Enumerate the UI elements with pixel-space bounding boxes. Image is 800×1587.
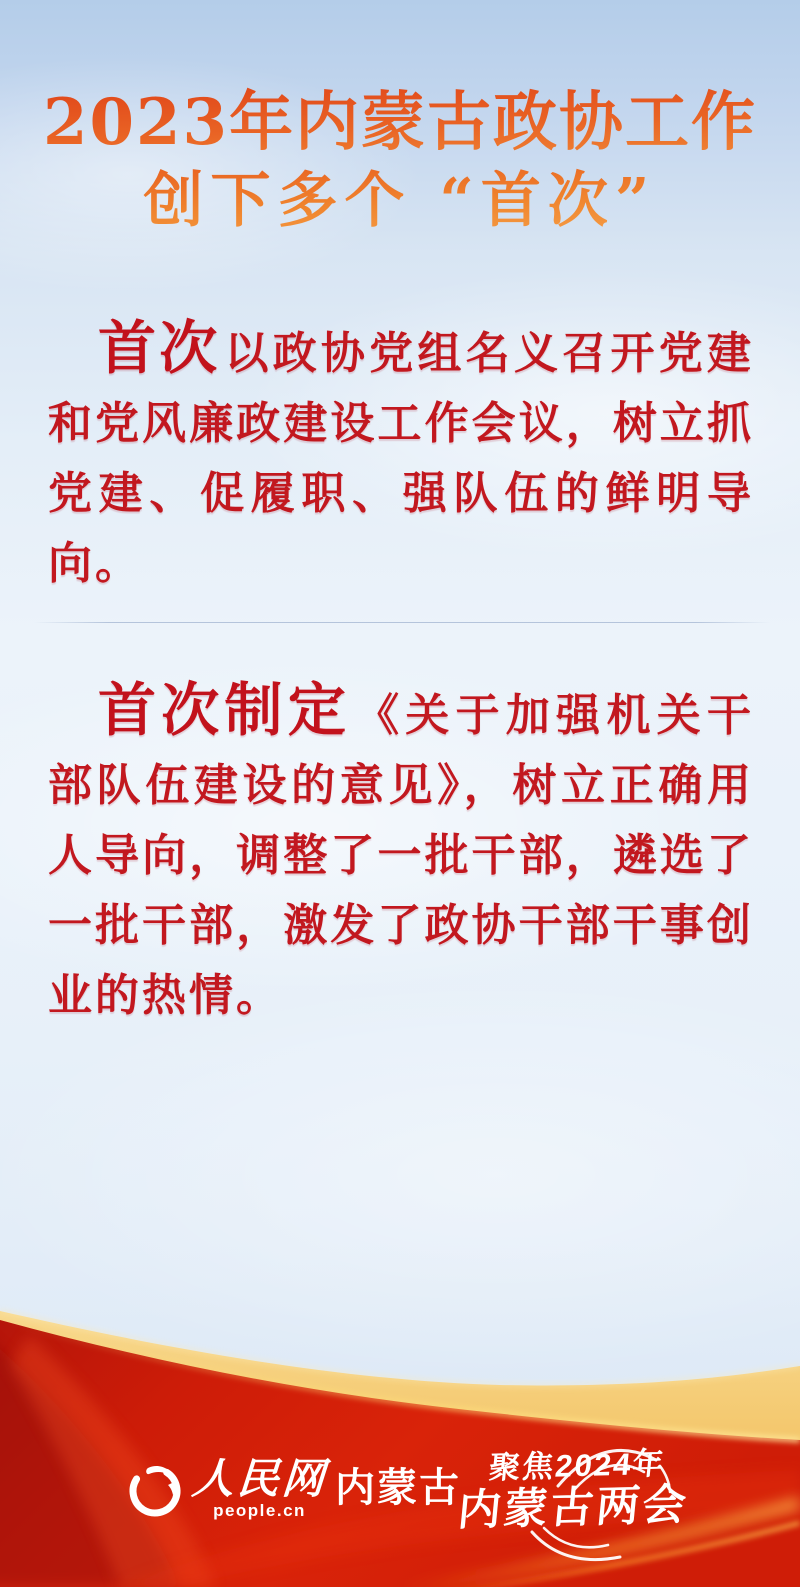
logo-region-text: 内蒙古 [335, 1466, 462, 1510]
page-title [0, 84, 800, 240]
paragraph-second [48, 676, 754, 1031]
section-divider [34, 622, 770, 623]
logo-text-stack [190, 1455, 329, 1520]
second-paragraph-text: 《关于加强机关干部队伍建设的意见》，树立正确用人导向，调整了一批干部，遴选了一批干部，激发了政协干部干事创业的热情。 [48, 691, 754, 1020]
event-badge [432, 1432, 718, 1578]
first-highlight-lead: 首次 [98, 316, 221, 381]
paragraph-first [48, 314, 754, 599]
second-highlight-lead: 首次制定 [98, 678, 352, 743]
title-line-1: 2023年内蒙古政协工作 [0, 84, 800, 162]
badge-line-2: 内蒙古两会 [455, 1480, 691, 1535]
people-cn-logo-icon [126, 1459, 184, 1519]
badge-line-1: 聚焦2024年 [487, 1445, 668, 1486]
first-paragraph-text: 以政协党组名义召开党建和党风廉政建设工作会议，树立抓党建、促履职、强队伍的鲜明导向。 [48, 329, 754, 588]
badge-text [428, 1446, 723, 1533]
people-cn-logo [126, 1455, 462, 1520]
logo-brand-text: 人民网 [190, 1455, 329, 1502]
logo-domain-text: people.cn [213, 1501, 306, 1520]
title-line-2: 创下多个 “首次” [0, 162, 800, 240]
